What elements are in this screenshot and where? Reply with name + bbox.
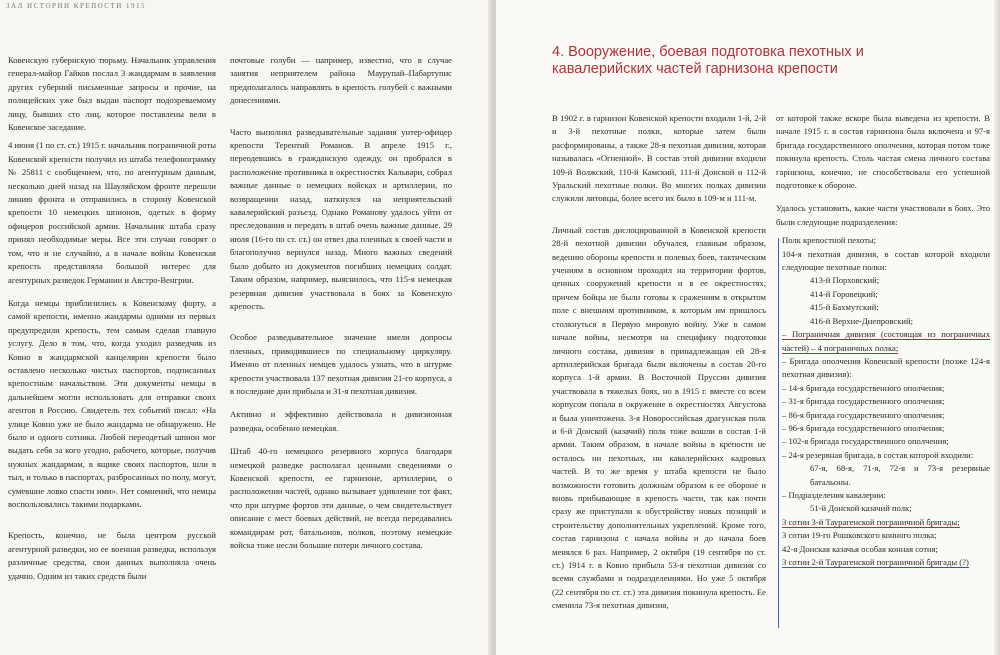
annotation-vertical-line bbox=[778, 238, 779, 628]
list-item: – Бригада ополчения Ковенской крепости (позже 124-я пехотная дивизия): bbox=[782, 355, 990, 380]
left-column-1 bbox=[8, 54, 216, 588]
paragraph: 4 июня (1 по ст. ст.) 1915 г. начальник пограничной роты Ковенской крепости получил из штаба телефонограмму № 25811 с сообщением, что, по агентурным данным, несколько дней назад на Шауляйском фронте перешли линию фронта и отправились в сторону Ковенской крепости 10 немецких шпионов, одетых в форму офицеров российской армии. Начальник штаба сразу принял необходимые меры. Все эти случаи говорят о том, что и не случайно, а в начале войны Ковенская крепость представляла большой интерес для агентурных разведок Германии и Австро-Венгрии. bbox=[8, 140, 216, 285]
paragraph: Активно и эффективно действовала и дивизионная разведка, особенно немецкая. bbox=[230, 409, 452, 433]
list-item: 415-й Бахмутский; bbox=[810, 302, 879, 313]
red-underlined-text: 3 сотни 3-й Таурагенской пограничной бригады; bbox=[782, 516, 960, 527]
running-head: ЗАЛ ИСТОРИИ КРЕПОСТИ 1915 bbox=[6, 2, 147, 10]
paragraph: Ковенскую губернскую тюрьму. Начальник управления генерал-майор Гайков послал 3 жандармам в заявления других губерний письменные запросы и прочие, на полицейских уже был выдан паспорт подозреваемому лицу, бывших сто лиц, которое поставлены вели в Ковенское заседание. bbox=[8, 55, 216, 133]
list-item bbox=[782, 556, 990, 569]
blue-underlined-text: 3 сотни 2-й Таурагенской пограничной бригады (?) bbox=[782, 557, 969, 567]
list-item: – 96-я бригада государственного ополчения; bbox=[782, 422, 945, 433]
list-item: – Подразделения кавалерии: bbox=[782, 489, 886, 500]
list-item: 416-й Верхне-Днепровский; bbox=[810, 315, 913, 326]
paragraph: Особое разведывательное значение имели допросы пленных, приводившиеся по специальному циркуляру. Именно от пленных немцев удалось узнать, что в штурме крепости участвовала 137 пехотная дивизия 21-го корпуса, а в последние дни прибыла и 31-я пехотная дивизия. bbox=[230, 332, 452, 396]
paragraph: Удалось установить, какие части участвовали в боях. Это были следующие подразделения: bbox=[776, 203, 990, 227]
paragraph: Часто выполнял разведывательные задания унтер-офицер крепости Терентий Романов. В апреле 1915 г., переодевшись в гражданскую одежду, он пробрался в расположение противника в окрестностях Кальвари, собрал важные данные о немецких войсках и артиллерии, по возвращении назад, наткнулся на неприятельский кавалерийский разъезд. Однако Романову удалось уйти от преследования и передать в штаб очень важные данные. 29 июля (16-го по ст. ст.) он отвез два пленных к своей части и благополучно вернулся назад. Много важных сведений было добыто из документов погибших немецких солдат. Таким образом, например, выяснилось, что 115-я немецкая резервная дивизия участвовала в боях за Ковенскую крепость. bbox=[230, 126, 452, 311]
paragraph: почтовые голуби — например, известно, что в случае занятия неприятелем района Маурупай–Пабартупис предполагалось направлять в крепость голубей с важными донесениями. bbox=[230, 55, 452, 106]
list-item: 42-я Донская казачья особая конная сотня; bbox=[782, 543, 938, 554]
list-item: – 102-я бригада государственного ополчения; bbox=[782, 436, 949, 447]
units-list bbox=[776, 234, 990, 569]
list-item bbox=[782, 516, 990, 529]
chapter-title: 4. Вооружение, боевая подготовка пехотных и кавалерийских частей гарнизона крепости bbox=[552, 44, 864, 77]
list-item: 67-я, 68-я, 71-я, 72-я и 73-я резервные батальоны. bbox=[810, 463, 990, 487]
list-item: 414-й Горовецкий; bbox=[810, 288, 878, 299]
list-item: – 14-я бригада государственного ополчения; bbox=[782, 382, 945, 393]
paragraph: Личный состав дислоцированной в Ковенской крепости 28-й пехотной дивизии обучался, главным образом, ведению обороны крепости и полевых боев, тактическим учениям в основном проходил на территории фортов, ценных сооружений крепости и в ее окрестностях, причем бойцы не были готовы к сражениям в открытом поле с внешним противником, к которым им пришлось столкнуться в Первую мировую войну. Уже в самом начале войны, несмотря на специфику подготовки личного состава, дивизия в принадлежащая ей 28-я артиллерийская бригада были включены в состав 20-го корпуса 1-й армии. В Восточной Пруссии дивизия участвовала в тяжелых боях, но в 1915 г. вместе со всем корпусом попала в окружение в окрестностях Августова и была уничтожена. 3-я Новороссийская драгунская полк и 6-й Донской (казачий) полк тоже вошли в состав 1-й армии. Таким образом, в начале войны в крепости не осталось ни пехотных, ни кавалерийских кадровых частей. В то же время у штаба крепости не было возможности готовить должным образом к ее обороне и вновь прибывающие в крепость части, так как почти сразу же приступали к обустройству новых позиций и строительству дополнительных укреплений. Кроме того, состав гарнизона с начала войны и до начала боев менялся 6 раз. Например, 2 октября (19 сентября по ст. ст.) 1914 г. в Ковно прибыла 53-я пехотная дивизия со всеми службами и подразделениями. Но уже 5 октября (22 сентября по ст. ст.) эта дивизия покинула крепость. Ее сменила 73-я пехотная дивизия, bbox=[552, 224, 766, 611]
paragraph: Крепость, конечно, не была центром русской агентурной разведки, но ее военная разведка, используя различные средства, свои данных выполняла очень удачно. Одним из таких средств были bbox=[8, 530, 216, 581]
left-page bbox=[0, 0, 492, 655]
left-column-2 bbox=[230, 54, 452, 557]
list-item: – 24-я резервная бригада, в состав которой входили: bbox=[782, 449, 974, 460]
right-column-1 bbox=[552, 112, 766, 618]
red-underlined-text: – Пограничная дивизия (состоящая из пограничных частей) – 4 пограничных полка; bbox=[782, 329, 990, 353]
list-item: Полк крепостной пехоты; bbox=[782, 235, 876, 246]
scan-edge-shadow bbox=[994, 0, 1000, 655]
list-item: 413-й Порховский; bbox=[810, 275, 880, 286]
list-item: – 31-я бригада государственного ополчения; bbox=[782, 396, 945, 407]
paragraph: Штаб 40-го немецкого резервного корпуса благодаря немецкой разведке располагал ценными сведениями о Ковенской крепости, ее гарнизоне, артиллерии, о расположении частей, однако вызывает удивление тот факт, что при штурме фортов эти данные, о чем свидетельствует описание с мест боевых действий, не всегда передавались командирам рот, батальонов, полков, поэтому немецкие войска тоже несли большие потери личного состава. bbox=[230, 446, 452, 550]
paragraph: Когда немцы приблизились к Ковенскому форту, а самой крепости, именно жандармы одними из первых предупредили крепость, тем самым сделав главную услугу. Дело в том, что, когда уходил разведчик из Ковно в жандармской канцелярии крепости было оставлено несколько чистых паспортов, подписанных крепостным начальством. Эти документы немцы в дальнейшем могли использовать для отправки своих агентов в Россию. Свидетель тех событий писал: «На улице Ковно уже не было жандарма не обнаружено. Не было и одного сотника. Любой переодетый шпион мог выдать себя за кого угодно, рабочего, которые, получив нужных жандармам, в ящике своих паспортов, шли в тыл, и только в паспортах, разбросанных по полу, могут, сумевшие ловко спасти ими». Нет сомнений, что немцы воспользовались такими подарками. bbox=[8, 297, 216, 509]
list-item: 3 сотни 19-го Рошковского конного полка; bbox=[782, 530, 937, 541]
paragraph: от которой также вскоре была выведена из крепости. В начале 1915 г. в состав гарнизона была включена и 97-я бригада государственного ополчения, которая потом тоже покинула крепость. Столь частая смена личного состава гарнизона, конечно, не способствовала его успешной подготовке к обороне. bbox=[776, 113, 990, 191]
right-column-2 bbox=[776, 112, 990, 569]
list-item: 51-й Донской казачий полк; bbox=[810, 503, 912, 514]
list-item: 104-я пехотная дивизия, в состав которой входили следующие пехотные полки: bbox=[782, 248, 990, 273]
paragraph: В 1902 г. в гарнизон Ковенской крепости входили 1-й, 2-й и 3-й пехотные полки, которые затем были расформированы, а также 28-я пехотная дивизия, которая называлась «Огненной». В состав этой дивизии входили 109-й Волжский, 110-й Камский, 111-й Донской и 112-й Уральский пехотные полки. Во многих полках дивизии служили литовцы, более всего их было в 109-м и 111-м. bbox=[552, 113, 766, 204]
list-item: – 86-я бригада государственного ополчения; bbox=[782, 409, 945, 420]
list-item bbox=[782, 328, 990, 355]
right-page bbox=[496, 0, 1000, 655]
